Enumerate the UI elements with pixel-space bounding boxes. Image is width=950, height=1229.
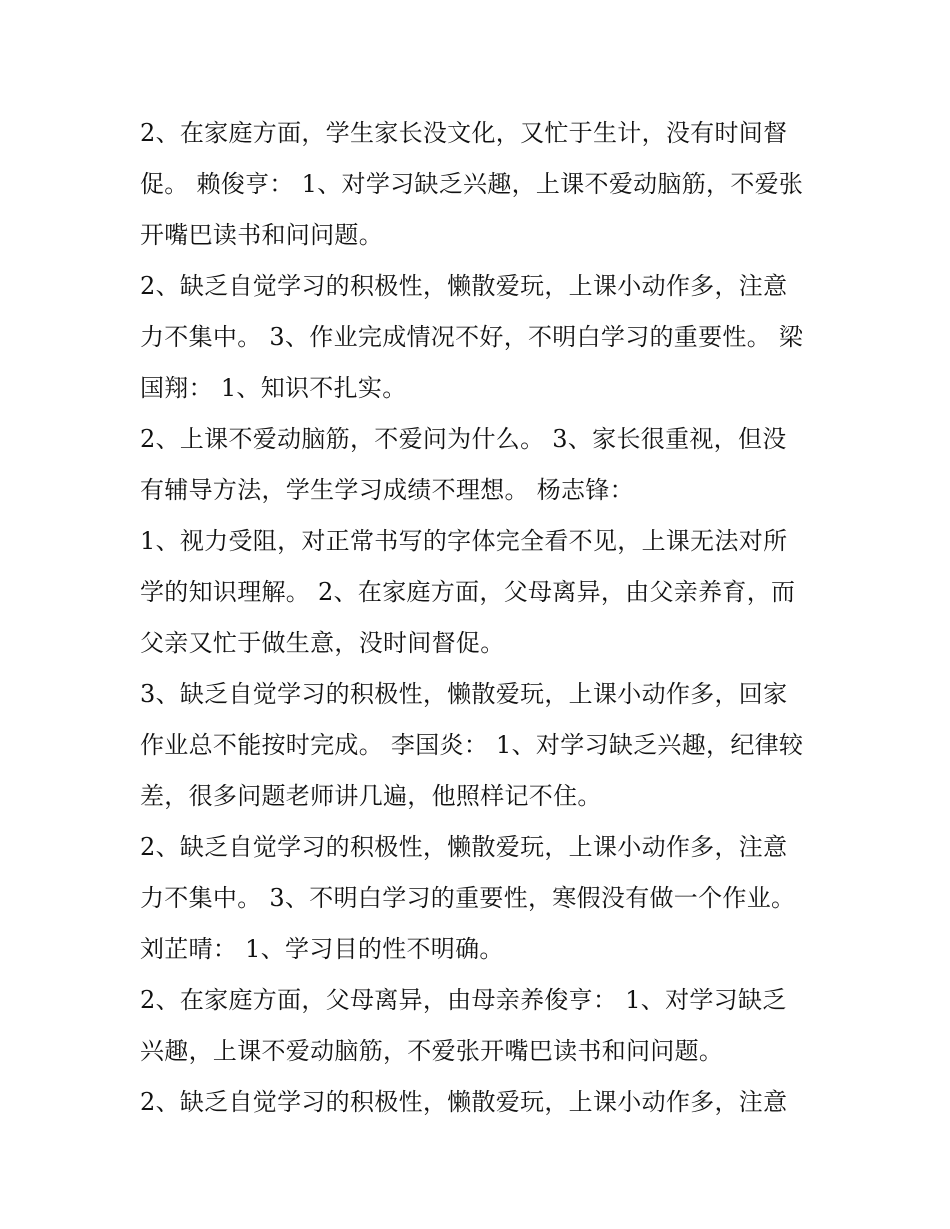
text-line: 学的知识理解。 2、在家庭方面，父母离异，由父亲养育，而: [140, 578, 796, 606]
text-line: 力不集中。 3、作业完成情况不好，不明白学习的重要性。 梁: [140, 323, 804, 351]
text-line: 差，很多问题老师讲几遍，他照样记不住。: [140, 782, 602, 810]
text-line: 2、在家庭方面，父母离异，由母亲养俊亨： 1、对学习缺乏: [140, 986, 787, 1014]
text-line: 1、视力受阻，对正常书写的字体完全看不见，上课无法对所: [140, 527, 788, 555]
text-line: 刘芷晴： 1、学习目的性不明确。: [140, 935, 504, 963]
text-line: 有辅导方法，学生学习成绩不理想。 杨志锋：: [140, 476, 634, 504]
text-line: 父亲又忙于做生意，没时间督促。: [140, 629, 505, 657]
text-line: 作业总不能按时完成。 李国炎： 1、对学习缺乏兴趣，纪律较: [140, 731, 804, 759]
text-line: 2、缺乏自觉学习的积极性，懒散爱玩，上课小动作多，注意: [140, 1088, 788, 1116]
text-line: 促。 赖俊亨： 1、对学习缺乏兴趣，上课不爱动脑筋，不爱张: [140, 170, 804, 198]
text-line: 国翔： 1、知识不扎实。: [140, 374, 407, 402]
text-line: 2、缺乏自觉学习的积极性，懒散爱玩，上课小动作多，注意: [140, 833, 788, 861]
text-line: 力不集中。 3、不明白学习的重要性，寒假没有做一个作业。: [140, 884, 796, 912]
text-line: 兴趣，上课不爱动脑筋，不爱张开嘴巴读书和问问题。: [140, 1037, 724, 1065]
text-line: 2、在家庭方面，学生家长没文化，又忙于生计，没有时间督: [140, 119, 788, 147]
text-line: 3、缺乏自觉学习的积极性，懒散爱玩，上课小动作多，回家: [140, 680, 788, 708]
text-line: 2、上课不爱动脑筋，不爱问为什么。 3、家长很重视，但没: [140, 425, 787, 453]
text-line: 2、缺乏自觉学习的积极性，懒散爱玩，上课小动作多，注意: [140, 272, 788, 300]
document-body: [140, 108, 820, 1128]
text-line: 开嘴巴读书和问问题。: [140, 221, 383, 249]
